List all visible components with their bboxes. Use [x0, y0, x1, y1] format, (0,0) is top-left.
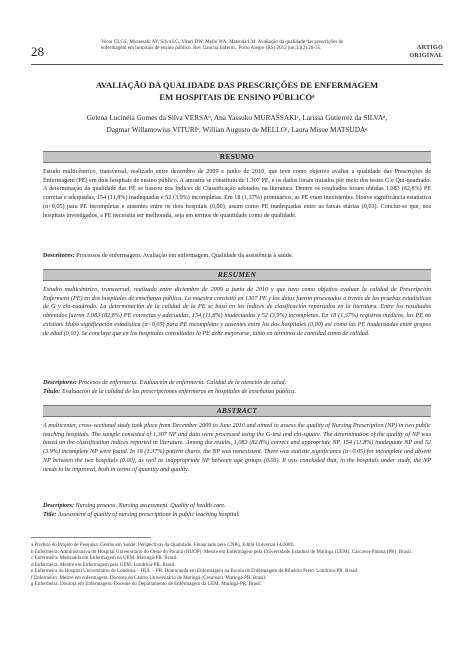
footnotes [31, 542, 438, 588]
abstract-text: A multicenter, cross-sectional study took place from December 2009 to June 2010 and aimed to assess the quality of Nursing Prescription (NP) in two public teaching hospitals. The sample consisted of 1,307 NP and data were processed using the G-test and chi-square. The determination of the quality of NP was based on the classification indices reported in literature. Among the results, 1,083 (82.8%) correct and appropriate NP, 154 (11.8%) inadequate NP and 52 (3.9%) incomplete NP were found. In 18 (1.37%) patient charts, the NP was nonexistent. There was statistic significance (α<0.05) for incomplete and absent NP between the two hospitals (0.00), as well as inappropriate NP between age groups (0.03). It was concluded that, in the hospitals under study, the NP needs to be improved, both in terms of quantity and quality. [43, 423, 431, 473]
resumen-title-text: Evaluación de la calidad de las prescripciones enfermeras en hospitales de enseñanza pública. [60, 389, 296, 395]
footnote-e: e Enfermeira do Hospital Universitário de Londrina – HUL – PR. Doutoranda em Enfermagem na Escola de Enfermagem de Ribeirão Preto. Londrina-PR. Brasil. [31, 568, 359, 574]
resumo-keywords [43, 252, 431, 261]
authors-line1: Gelena Lucinéia Gomes da Silva VERSAᵇ, Ana Yassuko MURASSAKIᶜ, Larissa Gutierrez da SILVAᵈ, [86, 113, 388, 122]
running-head: Versa GLGS, Murassaki AY, Silva LG, Vituri DW, Mello WA, Matsuda LM. Avaliação da qualidade das prescrições de enfermagem em hospitais de ensino público. Rev Gaúcha Enferm., Porto Alegre (RS) 2012 jun;33(2):28-35. [101, 39, 344, 52]
footnote-c: c Enfermeira. Mestranda em Enfermagem na UEM. Maringá-PR. Brasil. [31, 555, 178, 561]
resumen-title-label: Título: [43, 389, 61, 395]
resumen-heading: RESUMEN [43, 269, 431, 281]
footnote-divider [31, 537, 151, 538]
abstract-title-label: Title: [43, 512, 57, 518]
resumo-kw-label: Descritores: [43, 253, 75, 259]
resumen-kw-label: Descriptores: [43, 380, 77, 386]
article-title [40, 80, 434, 103]
abstract-heading: ABSTRACT [43, 405, 431, 417]
resumo-text: Estudo multicêntrico, transversal, realizado entre dezembro de 2009 e junho de 2010, que teve como objetivo avaliar a qualidade das Prescrições de Enfermagem (PE) em dois hospitais de ensino público. A amostra se constituiu de 1.307 PE, e os dados foram tratados por meio dos testes G e Qui-quadrado. A determinação da qualidade das PE se baseou nos Índices de Classificação adotados na literatura. Dentre os resultados foram obtidas 1.083 (82,8%) PE corretas e adequadas, 154 (11,8%) inadequadas e 52 (3,9%) incompletas. Em 18 (1,37%) prontuários, as PE eram inexistentes. Houve significância estatística (α<0,05) para PE incompletas e ausentes entre os dois hospitais (0,00), assim como PE inadequadas entre as faixas etárias (0,03). Conclui-se que, nos hospitais investigados, a PE necessita ser melhorada, seja em termos de quantidade como de qualidade. [43, 169, 431, 219]
footnote-g: g Enfermeira. Doutora em Enfermagem. Docente do Departamento de Enfermagem da UEM. Maringá-PR. Brasil. [31, 581, 262, 587]
footnote-a: a Produto do Projeto de Pesquisa: Gestão em Saúde: Perspectivas da Qualidade. Financiado pelo CNPq, Edital Universal 14/2008. [31, 542, 295, 548]
resumen-keywords [43, 379, 431, 388]
resumen-text: Estudio multicéntrico, transversal, realizado entre diciembre de 2009 a junio de 2010 y que tuvo como objetivo evaluar la calidad de Prescripción Enfermera (PE) en dos hospitales de enseñanza pública. La muestra consistió en 1307 PE y los datos fueron procesados a través de las pruebas estadísticas de G y chi-cuadrado. La determinación de la calidad de la PE se basó en los índices de clasificación reportados en la literatura. Entre los resultados obtenidos fueron 1.083 (82,8%) PE correctas y adecuadas, 154 (11,8%) inadecuadas y 52 (3,9%) incompletas. En 18 (1,37%) registros médicos, las PE no existían. Hubo significación estadística (α<0,05) para PE incompletas y ausentes entre los dos hospitales (0,00) así como las PE inadecuadas entre grupos de edad (0,03). Se concluye que en los hospitales consultados la PE debe mejorarse, tanto en términos de cantidad como de calidad. [43, 287, 431, 337]
title-line2: EM HOSPITAIS DE ENSINO PÚBLICOᵃ [159, 91, 315, 102]
footnote-b: b Enfermeira. Administrativa do Hospital Universitário do Oeste do Paraná (HUOP). Mestre em Enfermagem pela Universidade Estadual de Maringá (UEM). Cascavel-Paraná (PR). Brasil. [31, 548, 413, 555]
resumo-heading: RESUMO [43, 151, 431, 163]
article-type [409, 44, 443, 60]
resumen-kw-text: Procesos de enfermería. Evaluación de enfermería. Calidad de la atención de salud. [76, 380, 287, 386]
resumen-title [43, 388, 431, 397]
article-type-line1: ARTIGO [416, 44, 443, 51]
footnote-f: f Enfermeiro. Mestre em enfermagem. Docente do Centro Universitário de Maringá (Cesumar). Maringá-PR. Brasil. [31, 574, 267, 581]
abstract-keywords [43, 502, 431, 511]
abstract-title [43, 511, 431, 520]
resumo-kw-text: Processos de enfermagem. Avaliação em enfermagem. Qualidade da assistência à saúde. [74, 253, 294, 259]
abstract-title-text: Assessment of quality of nursing prescriptions in public teaching hospital. [56, 512, 240, 518]
abstract-kw-text: Nursing process. Nursing assessment. Quality of health care. [74, 503, 226, 509]
authors-line2: Dagmar Willamowius VITURIᵉ, Willian Augusto de MELLOᶠ, Laura Misue MATSUDAᵍ [106, 124, 368, 134]
title-line1: AVALIAÇÃO DA QUALIDADE DAS PRESCRIÇÕES DE ENFERMAGEM [95, 80, 379, 90]
article-type-line2: ORIGINAL [409, 52, 443, 59]
page-number: 28 [31, 44, 44, 59]
authors [40, 112, 434, 135]
header-divider [31, 64, 443, 65]
abstract-kw-label: Descriptors: [43, 503, 75, 509]
footnote-d: d Enfermeira. Mestre em Enfermagem pela UEM. Londrina-PR. Brasil. [31, 561, 176, 568]
